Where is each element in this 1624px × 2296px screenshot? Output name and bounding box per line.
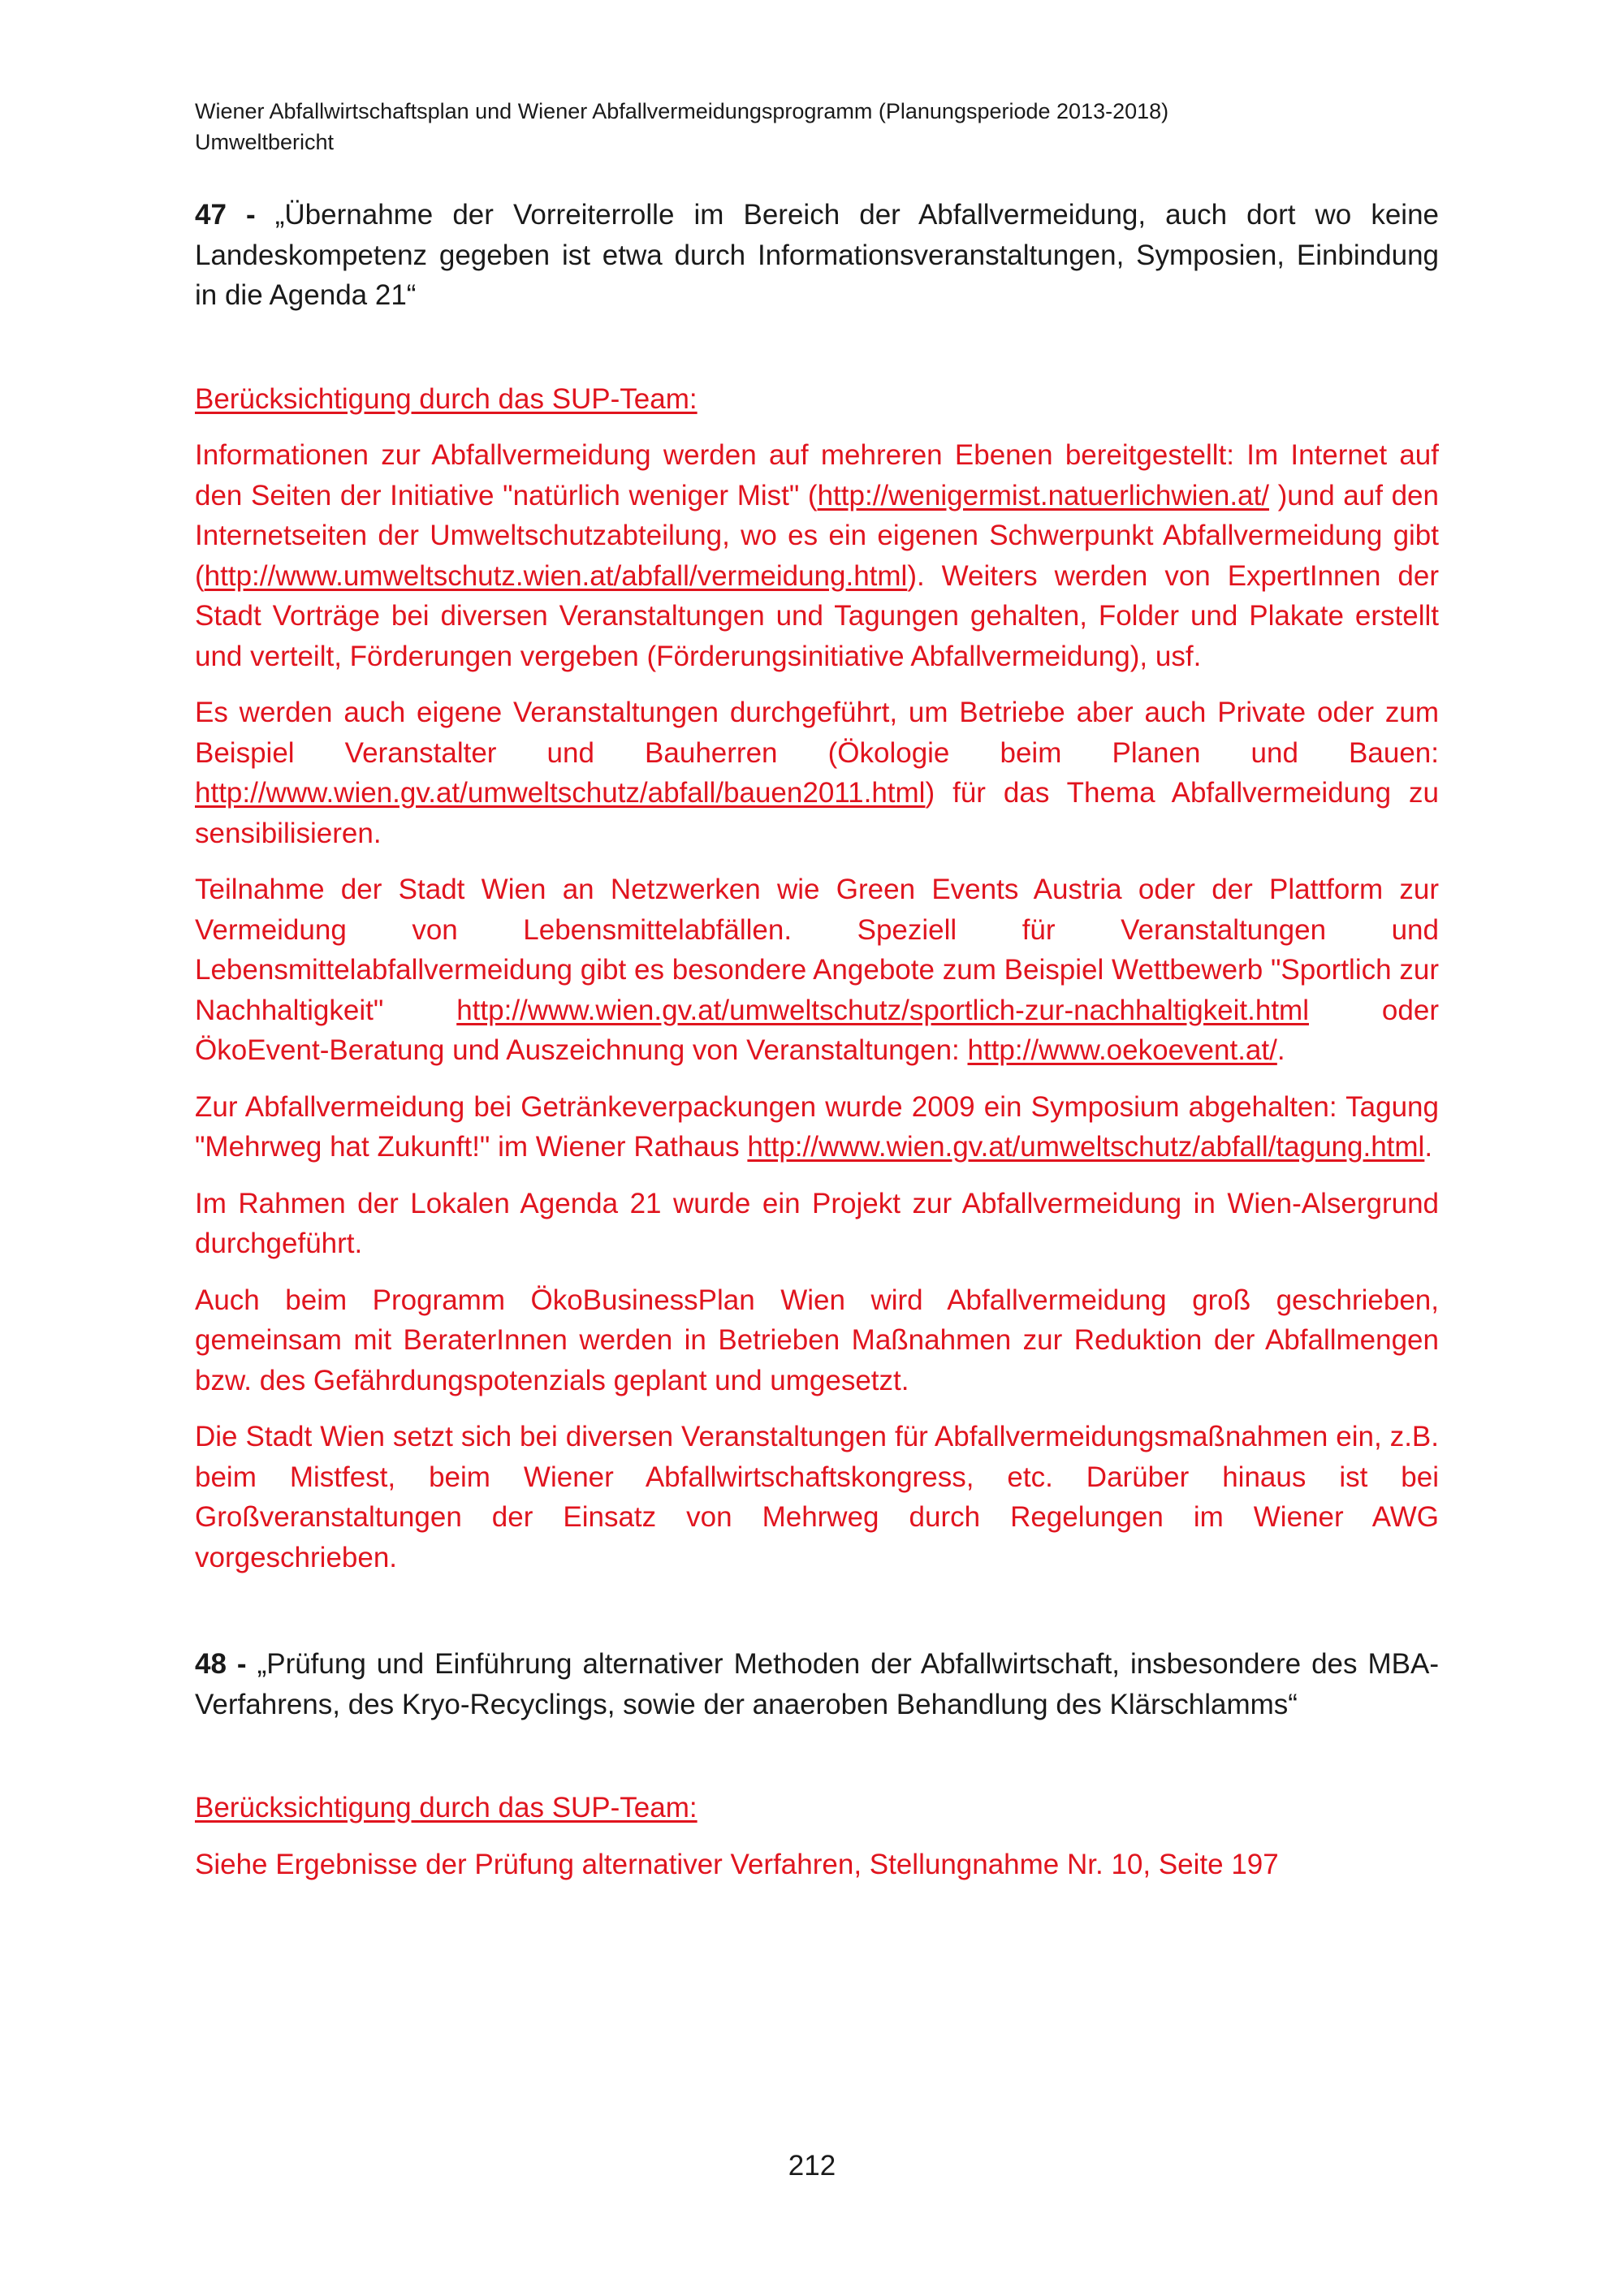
response-paragraph: Die Stadt Wien setzt sich bei diversen Veranstaltungen für Abfallvermeidungsmaßnahmen ein, z.B. beim Mistfest, beim Wiener Abfallwirtschaftskongress, etc. Darüber hinaus ist bei Großveranstaltungen der Einsatz von Mehrweg durch Regelungen im Wiener AWG vorgeschrieben. [195, 1421, 1439, 1573]
link-tagung[interactable]: http://www.wien.gv.at/umweltschutz/abfall/tagung.html [747, 1131, 1425, 1163]
running-header [195, 96, 1445, 158]
link-oekoevent[interactable]: http://www.oekoevent.at/ [967, 1034, 1277, 1066]
page-content [195, 195, 1439, 1901]
comment-48 [195, 1644, 1439, 1724]
paragraph-text: Teilnahme der Stadt Wien an Netzwerken wie Green Events Austria oder der Plattform zur Vermeidung von Lebensmittelabfällen. Speziell für Veranstaltungen und Lebensmittelabfallvermeidung gibt es besondere Angebote zum Beispiel Wettbewerb "Sportlich zur Nachhaltigkeit" [195, 874, 1439, 1026]
paragraph-text: ) für das Thema Abfallvermeidung zu sensibilisieren. [195, 777, 1439, 849]
paragraph-text: Es werden auch eigene Veranstaltungen durchgeführt, um Betriebe aber auch Private oder zum Beispiel Veranstalter und Bauherren (Ökologie beim Planen und Bauen: [195, 697, 1439, 769]
response-paragraph: Auch beim Programm ÖkoBusinessPlan Wien wird Abfallvermeidung groß geschrieben, gemeinsam mit BeraterInnen werden in Betrieben Maßnahmen zur Reduktion der Abfallmengen bzw. des Gefährdungspotenzials geplant und umgesetzt. [195, 1284, 1439, 1396]
response-paragraph: Im Rahmen der Lokalen Agenda 21 wurde ein Projekt zur Abfallvermeidung in Wien-Alsergrund durchgeführt. [195, 1187, 1439, 1259]
response-paragraph [195, 435, 1439, 676]
paragraph-text: oder ÖkoEvent-Beratung und Auszeichnung von Veranstaltungen: [195, 994, 1439, 1066]
link-wenigermist[interactable]: http://wenigermist.natuerlichwien.at/ [817, 479, 1269, 511]
paragraph-text: . [1276, 1034, 1285, 1066]
response-paragraph [195, 693, 1439, 853]
response-paragraph [195, 870, 1439, 1071]
page-number: 212 [788, 2150, 836, 2182]
paragraph-text: Zur Abfallvermeidung bei Getränkeverpackungen wurde 2009 ein Symposium abgehalten: Tagung "Mehrweg hat Zukunft!" im Wiener Rathaus [195, 1090, 1439, 1163]
paragraph-text: Informationen zur Abfallvermeidung werden auf mehreren Ebenen bereitgestellt: Im Internet auf den Seiten der Initiative "natürlich weniger Mist" ( [195, 439, 1439, 511]
link-umweltschutz-vermeidung[interactable]: http://www.umweltschutz.wien.at/abfall/vermeidung.html [204, 559, 908, 592]
response-heading: Berücksichtigung durch das SUP-Team: [195, 382, 698, 415]
response-heading: Berücksichtigung durch das SUP-Team: [195, 1792, 698, 1823]
paragraph-text: ). Weiters werden von ExpertInnen der Stadt Vorträge bei diversen Veranstaltungen und Tagungen gehalten, Folder und Plakate erstellt und verteilt, Förderungen vergeben (Förderungsinitiative Abfallvermeidung), usf. [195, 559, 1439, 672]
response-paragraph [195, 1087, 1439, 1167]
response-paragraph: Siehe Ergebnisse der Prüfung alternativer Verfahren, Stellungnahme Nr. 10, Seite 197 [195, 1848, 1279, 1880]
comment-number: 47 - [195, 199, 256, 231]
comment-quote: „Übernahme der Vorreiterrolle im Bereich der Abfallvermeidung, auch dort wo keine Landeskompetenz gegeben ist etwa durch Informationsveranstaltungen, Symposien, Einbindung in die Agenda 21“ [195, 199, 1440, 311]
header-title: Wiener Abfallwirtschaftsplan und Wiener Abfallvermeidungsprogramm (Planungsperiode 2013-2018) [195, 99, 1169, 123]
comment-number: 48 - [195, 1648, 247, 1680]
link-sportlich-zur-nachhaltigkeit[interactable]: http://www.wien.gv.at/umweltschutz/sportlich-zur-nachhaltigkeit.html [456, 994, 1309, 1026]
header-subtitle: Umweltbericht [195, 130, 335, 154]
link-bauen2011[interactable]: http://www.wien.gv.at/umweltschutz/abfall/bauen2011.html [195, 777, 926, 809]
paragraph-text: . [1424, 1131, 1433, 1163]
comment-47 [195, 195, 1439, 316]
paragraph-text: )und auf den Internetseiten der Umweltschutzabteilung, wo es ein eigenen Schwerpunkt Abfallvermeidung gibt ( [195, 479, 1439, 592]
comment-quote: „Prüfung und Einführung alternativer Methoden der Abfallwirtschaft, insbesondere des MBA-Verfahrens, des Kryo-Recyclings, sowie der anaeroben Behandlung des Klärschlamms“ [195, 1648, 1439, 1720]
